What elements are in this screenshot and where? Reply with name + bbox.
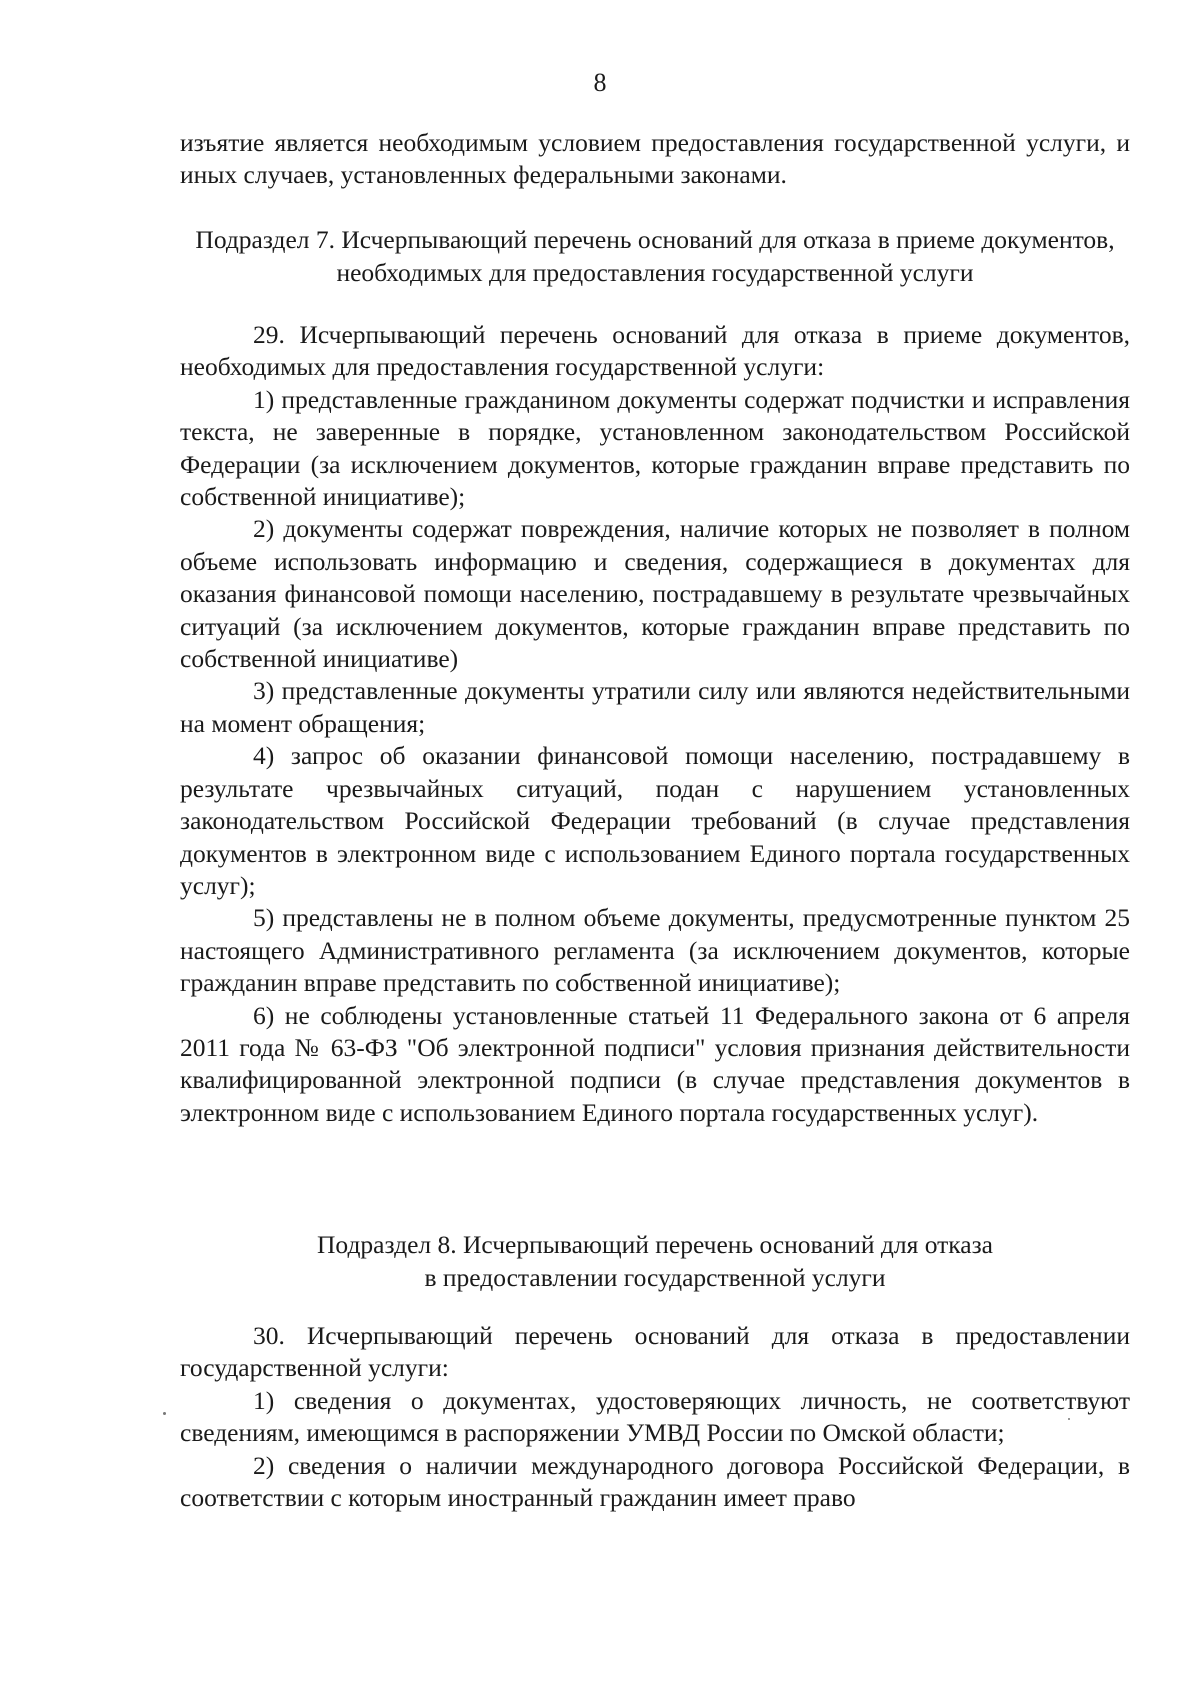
clause-30-item-1: 1) сведения о документах, удостоверяющих личность, не соответствуют сведениям, имеющимся в распоряжении УМВД России по Омской области; [180,1385,1130,1448]
clause-29-item-4: 4) запрос об оказании финансовой помощи населению, пострадавшему в результате чрезвычайных ситуаций, подан с нарушением установленных законодательством Российской Федерации требований (в случае представления документов в электронном виде с использованием Единого портала государственных услуг); [180,741,1130,900]
clause-29-block [180,319,1130,1129]
clause-30-lead: 30. Исчерпывающий перечень оснований для отказа в предоставлении государственной услуги: [180,1321,1130,1383]
clause-29-item-1: 1) представленные гражданином документы содержат подчистки и исправления текста, не заверенные в порядке, установленном законодательством Российской Федерации (за исключением документов, которые гражданин вправе представить по собственной инициативе); [180,384,1130,512]
clause-29-item-2: 2) документы содержат повреждения, наличие которых не позволяет в полном объеме использовать информацию и сведения, содержащиеся в документах для оказания финансовой помощи населению, пострадавшему в результате чрезвычайных ситуаций (за исключением документов, которые гражданин вправе представить по собственной инициативе) [180,514,1130,674]
subsection-8-heading [180,1229,1130,1294]
subsection-7-heading: Подраздел 7. Исчерпывающий перечень оснований для отказа в приеме документов, необходимых для предоставления государственной услуги [195,225,1115,287]
scan-speck [1068,1418,1070,1420]
intro-continuation-paragraph: изъятие является необходимым условием предоставления государственной услуги, и иных случаев, установленных федеральными законами. [180,128,1130,190]
clause-29-item-5: 5) представлены не в полном объеме документы, предусмотренные пунктом 25 настоящего Административного регламента (за исключением документов, которые гражданин вправе представить по собственной инициативе); [180,903,1130,998]
clause-30-item-2: 2) сведения о наличии международного договора Российской Федерации, в соответствии с которым иностранный гражданин имеет право [180,1450,1130,1513]
clause-29-item-3: 3) представленные документы утратили силу или являются недействительными на момент обращения; [180,676,1130,738]
intro-continuation-block [180,127,1130,192]
clause-30-block [180,1320,1130,1514]
scan-speck [163,1412,166,1415]
subsection-8-heading-line-2: в предоставлении государственной услуги [424,1262,886,1292]
clause-29-lead: 29. Исчерпывающий перечень оснований для отказа в приеме документов, необходимых для предоставления государственной услуги: [180,320,1130,382]
page-number: 8 [593,68,607,97]
subsection-8-heading-line-1: Подраздел 8. Исчерпывающий перечень оснований для отказа [317,1230,993,1259]
clause-29-item-6: 6) не соблюдены установленные статьей 11 Федерального закона от 6 апреля 2011 года № 63-ФЗ "Об электронной подписи" условия признания действительности квалифицированной электронной подписи (в случае представления документов в электронном виде с использованием Единого портала государственных услуг). [180,1000,1130,1127]
